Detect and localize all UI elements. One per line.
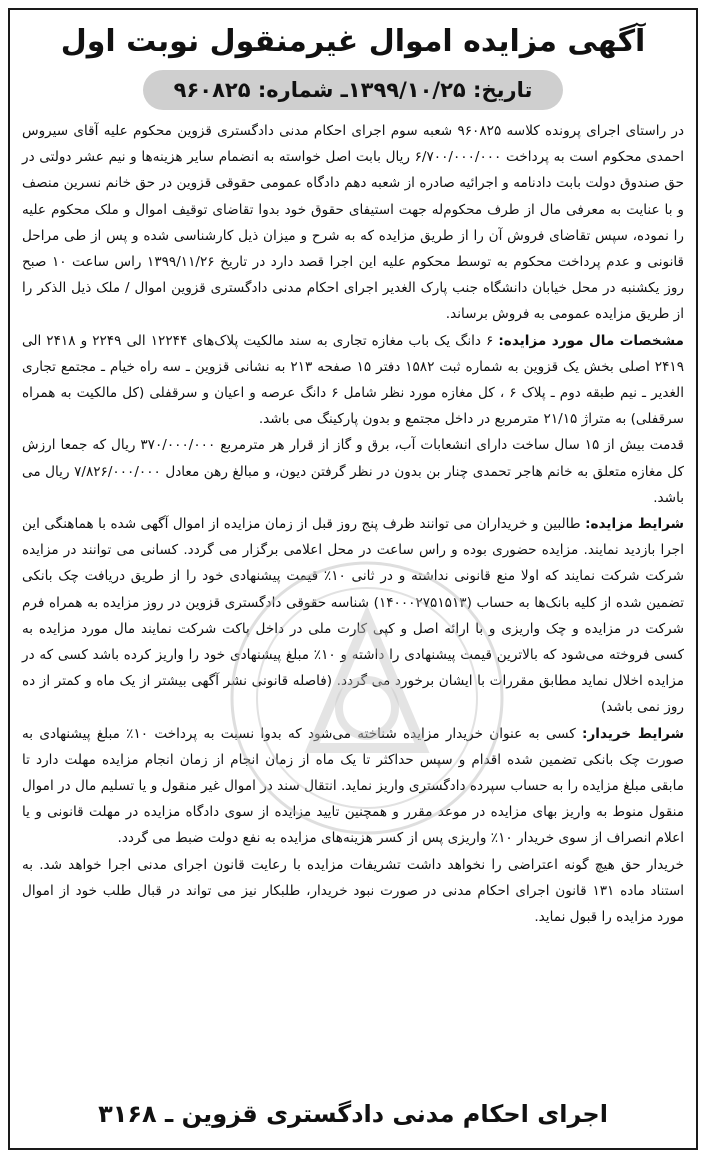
- notice-body: [22, 118, 684, 930]
- buyer-terms-text: کسی به عنوان خریدار مزایده شناخته می‌شود که بدوا نسبت به پرداخت ۱۰٪ مبلغ پیشنهادی به صورت چک بانکی تضمین شده اقدام و سپس حداکثر تا یک ماه از زمان انجام از زمان انجام مزایده مهلت دارد تا مابقی مبلغ مزایده را به حساب سپرده دادگستری واریز نماید. انتقال سند در اموال غیر منقول و یا تسلیم مال در اموال منقول منوط به واریز بهای مزایده در موعد مقرر و همچنین تایید مزایده از سوی دادگاه مزایده در مهلت قانونی و یا اعلام انصراف از سوی خریدار ۱۰٪ واریزی پس از کسر هزینه‌های مزایده به نفع دولت ضبط می گردد.: [22, 725, 684, 847]
- notice-frame: [8, 8, 698, 1150]
- property-specs-text: ۶ دانگ یک باب مغازه تجاری به سند مالکیت پلاک‌های ۱۲۲۴۴ الی ۲۲۴۹ و ۲۴۱۸ الی ۲۴۱۹ اصلی بخش یک قزوین به شماره ثبت ۱۵۸۲ دفتر ۱۵ صفحه ۲۱۳ به نشانی قزوین ـ سه راه خیام ـ مجتمع تجاری الغدیر ـ نیم طبقه دوم ـ پلاک ۶ ، کل مغازه مورد نظر شامل ۶ دانگ عرصه و اعیان و سرقفلی (کل مالکیت به همراه سرقفلی) به متراژ ۲۱/۱۵ مترمربع در داخل مجتمع و بدون پارکینگ می باشد.: [22, 332, 685, 428]
- property-specs-paragraph: [22, 328, 684, 433]
- auction-terms-text: طالبین و خریداران می توانند ظرف پنج روز قبل از زمان مزایده از اموال آگهی شده با هماهنگی این اجرا بازدید نمایند. مزایده حضوری بوده و راس ساعت در محل اعلامی برگزار می گردد. کسانی می توانند در مزایده شرکت شرکت نمایند که اولا منع قانونی نداشته و در ثانی ۱۰٪ قیمت پیشنهادی خود را از طریق دریافت چک بانکی تضمین شده از کلیه بانک‌ها به حساب (۱۴۰۰۰۲۷۵۱۵۱۳) شناسه حقوقی دادگستری قزوین در روز مزایده به همراه فرم شرکت در مزایده و چک واریزی و با ارائه اصل و کپی کارت ملی در داخل پاکت شرکت نمایند مال مورد مزایده به کسی فروخته می‌شود که بالاترین قیمت پیشنهادی را داشته و ۱۰٪ مبلغ پیشنهادی خود را واریز کرده باشد کسی که در مزایده اخلال نماید مطابق مقررات با ایشان برخورد می گردد. (فاصله قانونی نشر آگهی بیشتر از یک ماه و کمتر از ده روز نمی باشد): [22, 516, 685, 716]
- closing-paragraph: خریدار حق هیچ گونه اعتراضی را نخواهد داشت تشریفات مزایده با رعایت قانون اجرای مدنی اجرا خواهد شد. به استناد ماده ۱۳۱ قانون اجرای احکام مدنی در صورت نبود خریدار، طلبکار نیز می تواند در قبال طلب خود از اموال مورد مزایده را قبول نماید.: [22, 856, 685, 926]
- buyer-terms-heading: شرایط خریدار:: [582, 725, 684, 742]
- notice-title: آگهی مزایده اموال غیرمنقول نوبت اول: [60, 24, 646, 59]
- auction-terms-paragraph: [22, 511, 684, 721]
- buyer-terms-paragraph: [22, 721, 684, 852]
- property-specs-heading: مشخصات مال مورد مزایده:: [498, 332, 684, 349]
- property-value-paragraph: قدمت بیش از ۱۵ سال ساخت دارای انشعابات آب، برق و گاز از قرار هر مترمربع ۳۷۰/۰۰۰/۰۰۰ ریال که جمعا ارزش کل مغازه متعلق به خانم هاجر تحمدی چنار بن بدون در نظر گرفتن دیون، و مبالغ رهن معادل ۷/۸۲۶/۰۰۰/۰۰۰ ریال می باشد.: [22, 437, 685, 506]
- issuer-signature: اجرای احکام مدنی دادگستری قزوین ـ ۳۱۶۸: [98, 1100, 608, 1128]
- auction-terms-heading: شرایط مزایده:: [585, 516, 685, 533]
- intro-paragraph: در راستای اجرای پرونده کلاسه ۹۶۰۸۲۵ شعبه سوم اجرای احکام مدنی دادگستری قزوین محکوم علیه آقای سیروس احمدی محکوم است به پرداخت ۶/۷۰۰/۰۰۰/۰۰۰ ریال بابت اصل خواسته به انضمام سایر هزینه‌ها و نیم عشر دولتی در حق صندوق دولت بابت دادنامه و اجرائیه صادره از شعبه دهم دادگاه عمومی حقوقی قزوین در حق خانم نسرین منصف و با عنایت به معرفی مال از طرف محکوم‌له جهت استیفای حقوق خود بدوا تقاضای توقیف اموال و ملک محکوم علیه را نموده، سپس تقاضای فروش آن را از طریق مزایده که به شرح و میزان ذیل کارشناسی شده و پس از طی مراحل قانونی و عدم پرداخت محکوم به توسط محکوم علیه این اجرا قصد دارد در تاریخ ۱۳۹۹/۱۱/۲۶ راس ساعت ۱۰ صبح روز یکشنبه در محل خیابان دانشگاه جنب پارک الغدیر اجرای احکام مدنی دادگستری قزوین اموال / ملک ذیل الذکر را از طریق مزایده عمومی به فروش برساند.: [22, 123, 685, 323]
- date-number-badge: تاریخ: ۱۳۹۹/۱۰/۲۵ـ شماره: ۹۶۰۸۲۵: [143, 70, 563, 110]
